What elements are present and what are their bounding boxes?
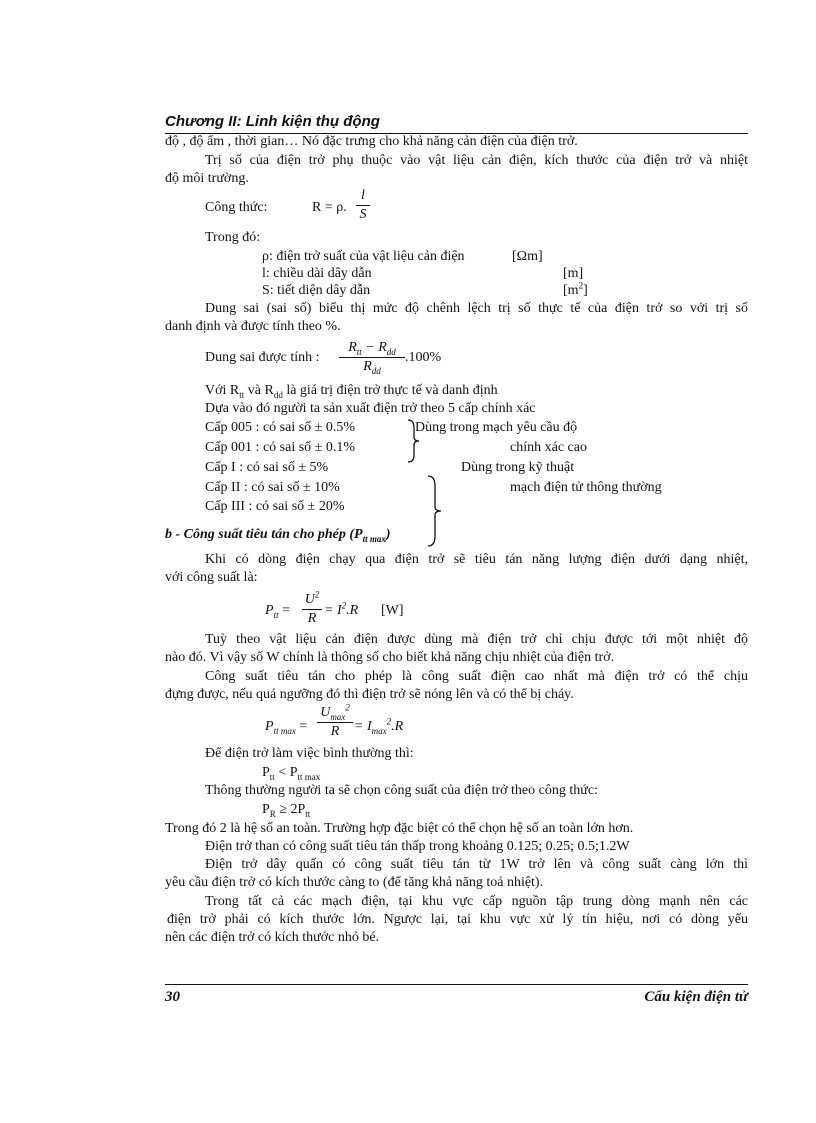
grade-note: Dùng trong mạch yêu cầu độ bbox=[415, 420, 578, 435]
fraction-bar bbox=[339, 357, 405, 358]
tuy-para-line-2: nào đó. Vì vậy số W chính là thông số cho biết khả năng chịu nhiệt của điện trở. bbox=[165, 650, 615, 665]
grade-note: Dùng trong kỹ thuật bbox=[461, 460, 575, 475]
definition-length-unit: [m] bbox=[563, 266, 584, 281]
condition-pr: $P_R \ge 2P_{tt}$ bbox=[262, 802, 311, 819]
grade-note: mạch điện tử thông thường bbox=[510, 480, 662, 495]
fraction-bar bbox=[302, 609, 322, 610]
tolerance-numerator: $R_{tt} - R_{dd}$ bbox=[348, 340, 396, 357]
all-para-line-2: điện trở phải có kích thước lớn. Ngược lại, tại khu vực xử lý tín hiệu, nơi có dòng yếu bbox=[167, 912, 748, 927]
safety-line: Trong đó 2 là hệ số an toàn. Trường hợp đặc biệt có thể chọn hệ số an toàn lớn hơn. bbox=[165, 821, 634, 836]
definition-area-unit: $[m^2]$ bbox=[563, 280, 588, 298]
tuy-para-line-1: Tuỳ theo vật liệu cản điện được dùng mà điện trở chỉ chịu được tới một nhiệt độ bbox=[205, 632, 748, 647]
grade-item: Cấp 005 : có sai số ± 0.5% bbox=[205, 420, 356, 435]
equation-power-lhs: $P_{tt}$ = bbox=[265, 603, 290, 620]
cs-para-line-2: đựng được, nếu quá ngưỡng đó thì điện trở sẽ nóng lên và có thể bị cháy. bbox=[165, 687, 574, 702]
chapter-title: Chương II: Linh kiện thụ động bbox=[165, 113, 380, 130]
equation-power-unit: [W] bbox=[381, 603, 404, 618]
equation-power-numerator: $U^2$ bbox=[304, 589, 320, 607]
grade-note: chính xác cao bbox=[510, 440, 587, 455]
power-para-line-2: với công suất là: bbox=[165, 570, 258, 585]
formula-lhs: R = ρ. bbox=[312, 200, 347, 215]
equation-max-lhs: $P_{tt max}$ = bbox=[265, 719, 308, 736]
wire-para-line-1: Điện trở dây quấn có công suất tiêu tán từ 1W trở lên và công suất càng lớn thì bbox=[205, 857, 748, 872]
grade-item: Cấp 001 : có sai số ± 0.1% bbox=[205, 440, 356, 455]
normal-operation-line: Để điện trở làm việc bình thường thì: bbox=[205, 746, 414, 761]
grade-item: Cấp I : có sai số ± 5% bbox=[205, 460, 329, 475]
grade-item: Cấp II : có sai số ± 10% bbox=[205, 480, 340, 495]
definition-rho-unit: [Ωm] bbox=[512, 249, 543, 264]
definition-length: l: chiều dài dây dẫn bbox=[262, 266, 372, 281]
footer-rule bbox=[165, 984, 748, 985]
equation-max-rhs: = $I_{max}^2.R$ bbox=[354, 716, 404, 736]
condition-ptt: $P_{tt} < P_{tt max}$ bbox=[262, 765, 321, 782]
tolerance-para-line-2: danh định và được tính theo %. bbox=[165, 319, 341, 334]
tolerance-para-line-1: Dung sai (sai số) biểu thị mức độ chênh lệch trị số thực tế của điện trở so với trị số bbox=[205, 301, 748, 316]
tolerance-suffix: .100% bbox=[405, 350, 442, 365]
definition-rho: ρ: điện trở suất của vật liệu cản điện bbox=[262, 249, 465, 264]
tolerance-denominator: $R_{dd}$ bbox=[363, 359, 381, 376]
fraction-bar bbox=[356, 205, 370, 206]
all-para-line-1: Trong tất cả các mạch điện, tại khu vực cấp nguồn tập trung dòng mạnh nên các bbox=[205, 894, 748, 909]
grade-item: Cấp III : có sai số ± 20% bbox=[205, 499, 345, 514]
equation-max-denominator: R bbox=[330, 724, 340, 739]
carbon-line: Điện trở than có công suất tiêu tán thấp trong khoảng 0.125; 0.25; 0.5;1.2W bbox=[205, 839, 630, 854]
formula-numerator: l bbox=[361, 188, 365, 203]
tolerance-fraction bbox=[339, 340, 405, 375]
section-heading: b - Công suất tiêu tán cho phép $(P_{tt max})$ bbox=[165, 527, 391, 544]
resistance-para-line-1: Trị số của điện trở phụ thuộc vào vật liệu cản điện, kích thước của điện trở và nhiệt bbox=[205, 153, 748, 168]
formula-label: Công thức: bbox=[205, 200, 268, 215]
power-para-line-1: Khi có dòng điện chạy qua điện trở sẽ tiêu tán năng lượng điện dưới dạng nhiệt, bbox=[205, 552, 748, 567]
resistance-para-line-2: độ môi trường. bbox=[165, 171, 249, 186]
usually-line: Thông thường người ta sẽ chọn công suất của điện trở theo công thức: bbox=[205, 783, 598, 798]
page-number: 30 bbox=[165, 989, 180, 1005]
all-para-line-3: nên các điện trở có kích thước nhỏ bé. bbox=[165, 930, 380, 945]
formula-fraction bbox=[356, 188, 370, 223]
continuation-line: độ , độ ẩm , thời gian… Nó đặc trưng cho khả năng cản điện của điện trở. bbox=[165, 134, 578, 149]
wire-para-line-2: yêu cầu điện trở có kích thước càng to (để tăng khả năng toả nhiệt). bbox=[165, 875, 544, 890]
equation-power-denominator: R bbox=[307, 611, 317, 626]
where-label: Trong đó: bbox=[205, 230, 261, 245]
equation-max-fraction bbox=[317, 702, 353, 740]
formula-denominator: S bbox=[359, 207, 367, 222]
fraction-bar bbox=[317, 722, 353, 723]
cs-para-line-1: Công suất tiêu tán cho phép là công suất điện cao nhất mà điện trở có thể chịu bbox=[205, 669, 748, 684]
equation-power-fraction bbox=[302, 589, 322, 627]
equation-max-numerator: $U_{max}^2$ bbox=[320, 702, 350, 722]
brace-icon bbox=[426, 474, 444, 548]
definition-area: S: tiết diện dây dẫn bbox=[262, 283, 371, 298]
book-title: Cấu kiện điện tử bbox=[644, 989, 748, 1005]
tolerance-label: Dung sai được tính : bbox=[205, 350, 320, 365]
rtt-rdd-explanation: Với $R_{tt}$ và $R_{dd}$ là giá trị điện trở thực tế và danh định bbox=[205, 383, 498, 400]
equation-power-rhs: = $I^2.R$ bbox=[324, 600, 359, 618]
grades-intro: Dựa vào đó người ta sản xuất điện trở theo 5 cấp chính xác bbox=[205, 401, 536, 416]
